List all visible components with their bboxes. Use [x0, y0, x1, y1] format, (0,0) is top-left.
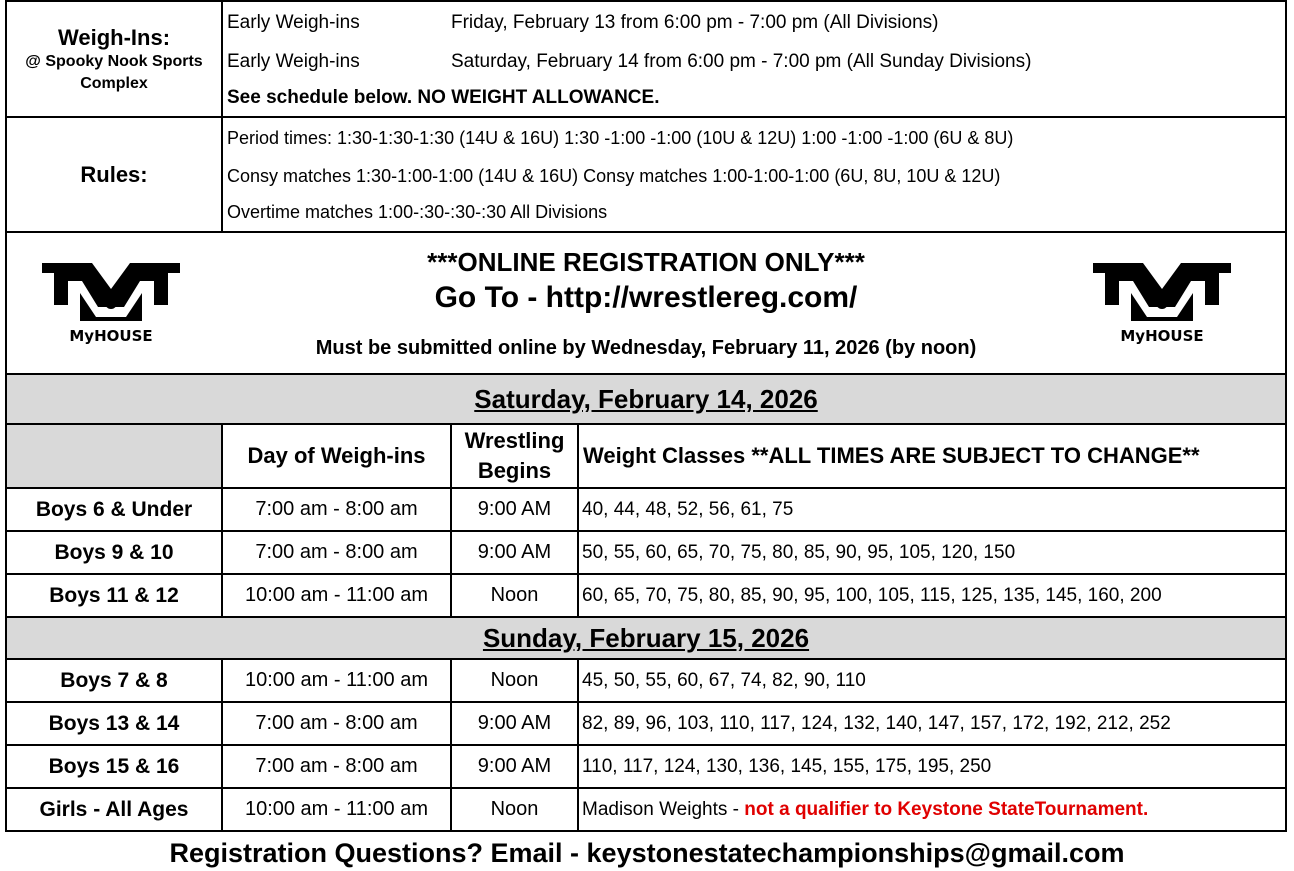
- rules-section: [6, 117, 1286, 232]
- table-row: [6, 488, 1286, 531]
- weight-classes: 110, 117, 124, 130, 136, 145, 155, 175, 195, 250: [578, 745, 1286, 788]
- rules-title: Rules:: [6, 117, 222, 232]
- weigh-ins-section: [6, 1, 1286, 117]
- early-weigh-in-detail: Friday, February 13 from 6:00 pm - 7:00 pm (All Divisions): [451, 12, 939, 33]
- early-weigh-in-line: [223, 3, 1285, 42]
- rules-line: Period times: 1:30-1:30-1:30 (14U & 16U) 1:30 -1:00 -1:00 (10U & 12U) 1:00 -1:00 -1:00 (6U & 8U): [227, 128, 1014, 148]
- table-row: [6, 659, 1286, 702]
- division-name: Girls - All Ages: [6, 788, 222, 831]
- weigh-ins-details: [222, 1, 1286, 117]
- weigh-in-column-header: Day of Weigh-ins: [222, 424, 451, 488]
- logo-wordmark: MyHOUSE: [69, 327, 153, 345]
- online-registration-heading: ***ONLINE REGISTRATION ONLY***: [427, 247, 865, 277]
- weight-classes: 82, 89, 96, 103, 110, 117, 124, 132, 140, 147, 157, 172, 192, 212, 252: [578, 702, 1286, 745]
- division-name: Boys 13 & 14: [6, 702, 222, 745]
- weight-classes: 60, 65, 70, 75, 80, 85, 90, 95, 100, 105, 115, 125, 135, 145, 160, 200: [578, 574, 1286, 617]
- weight-classes-column-header: Weight Classes **ALL TIMES ARE SUBJECT TO CHANGE**: [578, 424, 1286, 488]
- division-name: Boys 9 & 10: [6, 531, 222, 574]
- table-row: [6, 788, 1286, 831]
- weigh-in-time: 10:00 am - 11:00 am: [222, 659, 451, 702]
- table-row: [6, 745, 1286, 788]
- division-header-blank: [6, 424, 222, 488]
- myhouse-logo-icon: [1091, 259, 1233, 347]
- madison-weights-label: Madison Weights -: [582, 798, 745, 820]
- wrestling-begins-column-header: Wrestling Begins: [451, 424, 578, 488]
- table-row: [6, 702, 1286, 745]
- schedule-sheet: [5, 0, 1285, 832]
- weigh-in-time: 7:00 am - 8:00 am: [222, 531, 451, 574]
- weigh-ins-label-cell: [6, 1, 222, 117]
- non-qualifier-warning: not a qualifier to Keystone StateTournament.: [744, 798, 1149, 820]
- weigh-in-time: 10:00 am - 11:00 am: [222, 574, 451, 617]
- sunday-title: Sunday, February 15, 2026: [482, 622, 810, 653]
- weigh-in-time: 7:00 am - 8:00 am: [222, 488, 451, 531]
- wrestling-start: Noon: [451, 788, 578, 831]
- rules-details: [222, 117, 1286, 232]
- early-weigh-in-label: Early Weigh-ins: [227, 12, 360, 33]
- weigh-ins-title: Weigh-Ins:: [57, 25, 171, 50]
- weight-classes: 40, 44, 48, 52, 56, 61, 75: [578, 488, 1286, 531]
- weigh-in-time: 7:00 am - 8:00 am: [222, 745, 451, 788]
- sunday-header-row: [6, 617, 1286, 659]
- early-weigh-in-line: [223, 42, 1285, 81]
- early-weigh-in-label: Early Weigh-ins: [227, 51, 360, 72]
- saturday-title-cell: [6, 374, 1286, 424]
- weight-allowance-note: See schedule below. NO WEIGHT ALLOWANCE.: [227, 87, 660, 108]
- weight-classes: [578, 788, 1286, 831]
- weigh-in-time: 10:00 am - 11:00 am: [222, 788, 451, 831]
- wrestling-start: 9:00 AM: [451, 488, 578, 531]
- rules-line: Consy matches 1:30-1:00-1:00 (14U & 16U) Consy matches 1:00-1:00-1:00 (6U, 8U, 10U & 12U): [227, 166, 1001, 186]
- column-header-row: [6, 424, 1286, 488]
- wrestling-start: 9:00 AM: [451, 745, 578, 788]
- sunday-title-cell: [6, 617, 1286, 659]
- division-name: Boys 11 & 12: [6, 574, 222, 617]
- logo-wordmark: MyHOUSE: [1120, 327, 1204, 345]
- saturday-title: Saturday, February 14, 2026: [474, 383, 818, 414]
- weight-classes: 45, 50, 55, 60, 67, 74, 82, 90, 110: [578, 659, 1286, 702]
- table-row: [6, 531, 1286, 574]
- wrestling-start: Noon: [451, 659, 578, 702]
- wrestling-start: 9:00 AM: [451, 531, 578, 574]
- saturday-header-row: [6, 374, 1286, 424]
- registration-contact-footer: Registration Questions? Email - keystonestatechampionships@gmail.com: [169, 838, 1125, 868]
- table-row: [6, 574, 1286, 617]
- rules-line: Overtime matches 1:00-:30-:30-:30 All Divisions: [227, 202, 608, 222]
- division-name: Boys 15 & 16: [6, 745, 222, 788]
- registration-deadline: Must be submitted online by Wednesday, February 11, 2026 (by noon): [315, 337, 977, 359]
- registration-banner: [6, 232, 1286, 374]
- weigh-ins-location: @ Spooky Nook Sports Complex: [25, 53, 203, 92]
- division-name: Boys 6 & Under: [6, 488, 222, 531]
- schedule-table: [5, 0, 1287, 832]
- weight-classes: 50, 55, 60, 65, 70, 75, 80, 85, 90, 95, 105, 120, 150: [578, 531, 1286, 574]
- wrestling-start: 9:00 AM: [451, 702, 578, 745]
- weigh-in-time: 7:00 am - 8:00 am: [222, 702, 451, 745]
- registration-url[interactable]: Go To - http://wrestlereg.com/: [434, 281, 858, 314]
- wrestling-start: Noon: [451, 574, 578, 617]
- early-weigh-in-detail: Saturday, February 14 from 6:00 pm - 7:00 pm (All Sunday Divisions): [451, 51, 1032, 72]
- registration-section: [6, 232, 1286, 374]
- division-name: Boys 7 & 8: [6, 659, 222, 702]
